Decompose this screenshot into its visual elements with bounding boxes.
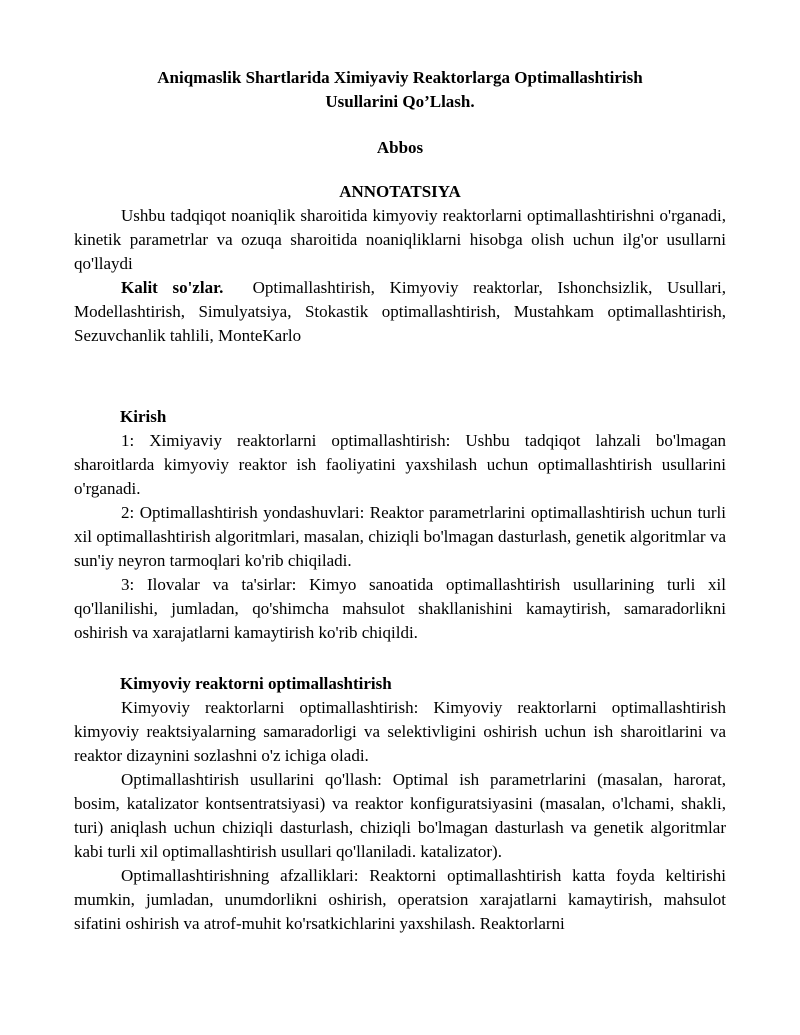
keywords-paragraph	[74, 276, 726, 348]
author-name: Abbos	[376, 138, 424, 157]
intro-paragraph-3: 3: Ilovalar va ta'sirlar: Kimyo sanoatida optimallashtirish usullarining turli xil qo'llanilishi, jumladan, qo'shimcha mahsulot shakllanishini kamaytirish, samaradorlikni oshirish va xarajatlarni kamaytirish ko'rib chiqildi.	[74, 575, 726, 642]
section-paragraph-3: Optimallashtirishning afzalliklari: Reaktorni optimallashtirish katta foyda keltirishi mumkin, jumladan, unumdorlikni oshirish, operatsion xarajatlarni kamaytirish, mahsulot sifatini oshirish va atrof-muhit ko'rsatkichlarini yaxshilash. Reaktorlarni	[74, 866, 726, 933]
intro-heading: Kirish	[120, 407, 167, 426]
intro-paragraph-1: 1: Ximiyaviy reaktorlarni optimallashtirish: Ushbu tadqiqot lahzali bo'lmagan sharoitlarda kimyoviy reaktor ish faoliyatini yaxshilash uchun optimallashtirish usullarini o'rganadi.	[74, 431, 726, 498]
document-page	[74, 66, 726, 936]
keywords-text: Optimallashtirish, Kimyoviy reaktorlar, Ishonchsizlik, Usullari, Modellashtirish, Simulyatsiya, Stokastik optimallashtirish, Mustahkam optimallashtirish, Sezuvchanlik tahlili, MonteKarlo	[74, 278, 726, 345]
paper-title-line-1: Aniqmaslik Shartlarida Ximiyaviy Reaktorlarga Optimallashtirish	[157, 68, 643, 87]
section-paragraph-2: Optimallashtirish usullarini qo'llash: Optimal ish parametrlarini (masalan, harorat, bosim, katalizator kontsentratsiyasi) va reaktor konfiguratsiyasini (masalan, o'lchami, shakli, turi) aniqlash uchun chiziqli dasturlash, chiziqli bo'lmagan dasturlash va genetik algoritmlar kabi turli xil optimallashtirish usullari qo'llaniladi. katalizator).	[74, 770, 726, 861]
annotation-text: Ushbu tadqiqot noaniqlik sharoitida kimyoviy reaktorlarni optimallashtirishni o'rganadi, kinetik parametrlar va ozuqa sharoitida noaniqliklarni hisobga olish uchun ilg'or usullarni qo'llaydi	[74, 206, 726, 273]
paper-title	[74, 66, 726, 114]
paper-title-line-2: Usullarini Qo’Llash.	[325, 92, 475, 111]
section-paragraph-1: Kimyoviy reaktorlarni optimallashtirish: Kimyoviy reaktorlarni optimallashtirish kimyoviy reaktsiyalarning samaradorligi va selektivligini oshirish uchun ish sharoitlarini va reaktor dizaynini sozlashni o'z ichiga oladi.	[74, 698, 726, 765]
section-heading-reactor-optimization: Kimyoviy reaktorni optimallashtirish	[120, 674, 392, 693]
intro-paragraph-2: 2: Optimallashtirish yondashuvlari: Reaktor parametrlarini optimallashtirish uchun turli xil optimallashtirish algoritmlari, masalan, chiziqli bo'lmagan dasturlash, genetik algoritmlar va sun'iy neyron tarmoqlari ko'rib chiqiladi.	[74, 503, 726, 570]
keywords-label: Kalit so'zlar.	[121, 278, 224, 297]
annotation-heading: ANNOTATSIYA	[339, 182, 461, 201]
